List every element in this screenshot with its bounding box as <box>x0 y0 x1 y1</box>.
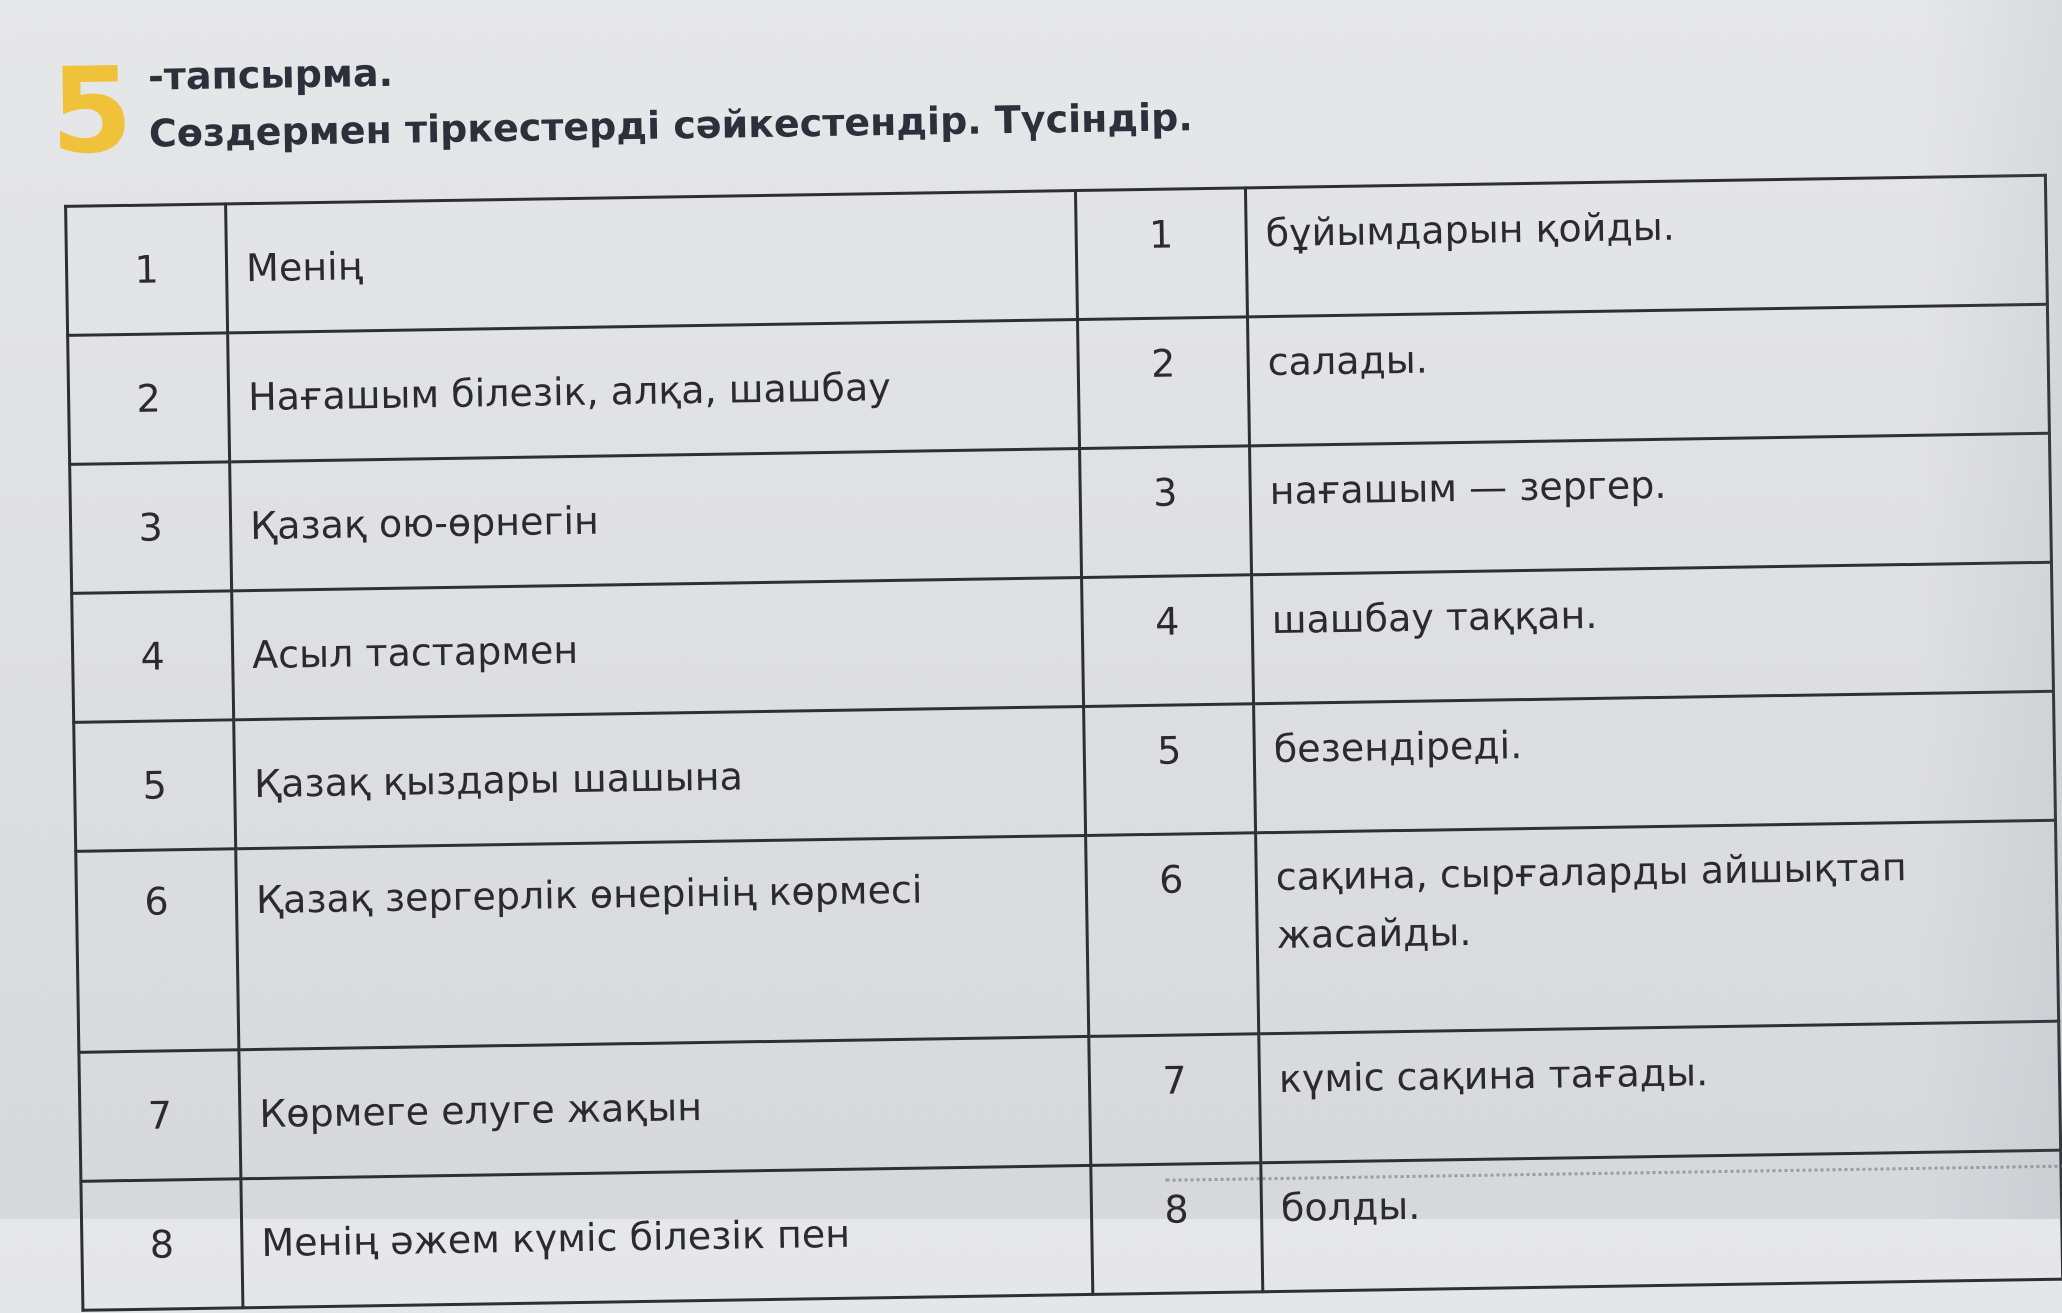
matching-table <box>64 174 2062 1312</box>
right-phrase: безендіреді. <box>1254 691 2056 833</box>
right-phrase: салады. <box>1247 304 2049 446</box>
left-number: 8 <box>81 1179 243 1310</box>
left-phrase: Қазақ ою-өрнегін <box>230 449 1082 591</box>
table-row <box>76 820 2059 1052</box>
left-phrase: Менің <box>226 191 1078 333</box>
task-instruction: Сөздермен тіркестерді сәйкестендір. Түсіндір. <box>148 95 1194 156</box>
right-number: 7 <box>1089 1034 1261 1166</box>
task-number: 5 <box>49 40 134 181</box>
left-number: 3 <box>70 462 232 593</box>
left-phrase: Менің әжем күміс білезік пен <box>241 1165 1093 1307</box>
right-phrase: нағашым — зергер. <box>1250 433 2052 575</box>
left-phrase: Нағашым білезік, алқа, шашбау <box>228 320 1080 462</box>
right-phrase: сақина, сырғаларды айшықтап жасайды. <box>1256 820 2059 1034</box>
right-phrase: бұйымдарын қойды. <box>1245 175 2047 317</box>
left-number: 5 <box>74 720 236 851</box>
left-number: 1 <box>66 204 228 335</box>
left-number: 7 <box>79 1050 241 1181</box>
left-number: 6 <box>76 849 239 1052</box>
right-number: 6 <box>1086 833 1259 1037</box>
right-number: 5 <box>1084 704 1256 836</box>
right-number: 4 <box>1082 575 1254 707</box>
right-number: 3 <box>1080 446 1252 578</box>
left-number: 4 <box>72 591 234 722</box>
left-phrase: Көрмеге елуге жақын <box>239 1036 1091 1178</box>
task-label: -тапсырма. <box>147 50 394 99</box>
left-number: 2 <box>68 333 230 464</box>
right-phrase: болды. <box>1261 1150 2062 1292</box>
left-phrase: Қазақ зергерлік өнерінің көрмесі <box>236 835 1089 1049</box>
left-phrase: Қазақ қыздары шашына <box>234 706 1086 848</box>
right-number: 8 <box>1091 1163 1263 1295</box>
right-number: 2 <box>1078 317 1250 449</box>
right-phrase: шашбау таққан. <box>1252 562 2054 704</box>
right-number: 1 <box>1075 188 1247 320</box>
right-phrase: күміс сақина тағады. <box>1259 1021 2061 1163</box>
left-phrase: Асыл тастармен <box>232 578 1084 720</box>
